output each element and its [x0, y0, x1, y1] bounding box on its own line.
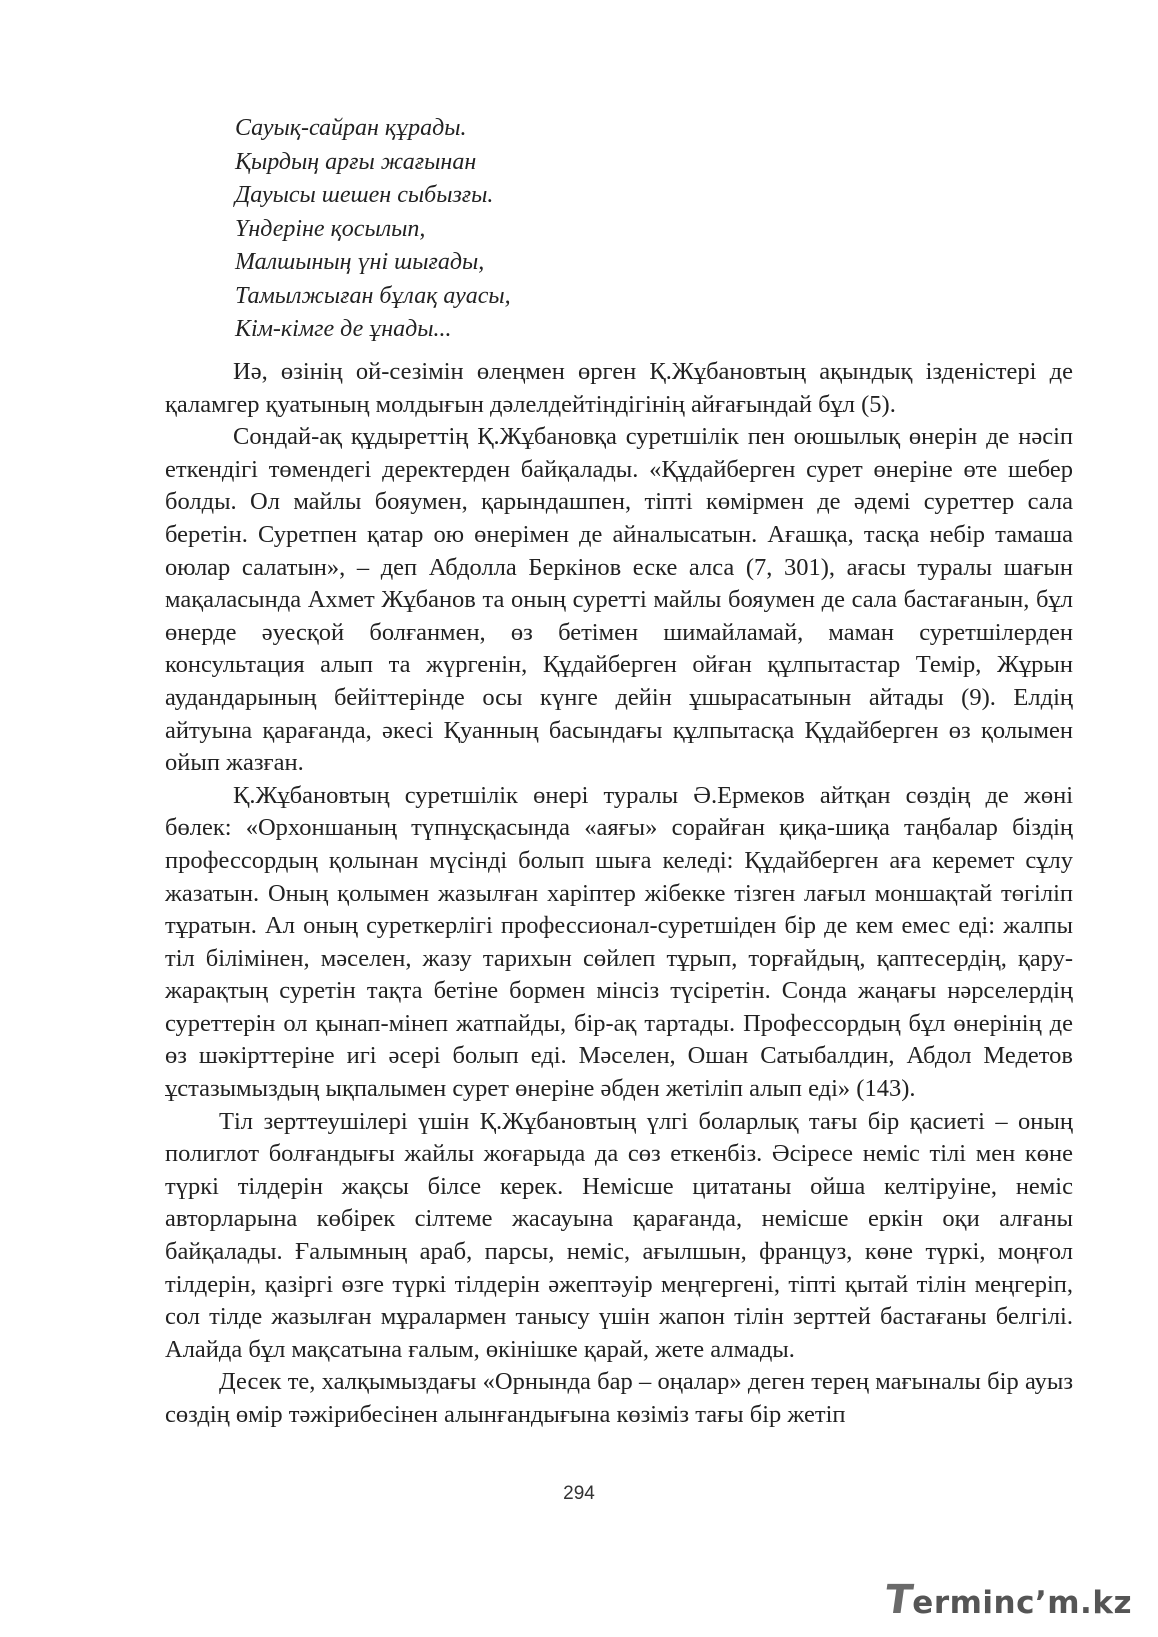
poem-line: Қырдың арғы жағынан: [235, 148, 477, 175]
paragraph: Иә, өзінің ой-сезімін өлеңмен өрген Қ.Жұбановтың ақындық ізденістері де қаламгер қуатының молдығын дәлелдейтіндігінің айғағындай бұл (5).: [165, 358, 1073, 418]
poem-line: Кім-кімге де ұнады...: [235, 316, 452, 342]
paragraph: Сондай-ақ құдыреттің Қ.Жұбановқа суретшілік пен оюшылық өнерін де нәсіп еткендігі төмендегі деректерден байқалады. «Құдайберген сурет өнеріне өте шебер болды. Ол майлы бояумен, қарындашпен, тіпті көмірмен де әдемі суреттер сала беретін. Суретпен қатар ою өнерімен де айналысатын. Ағашқа, тасқа небір тамаша оюлар салатын», – деп Абдолла Беркінов еске алса (7, 301), ағасы туралы шағын мақаласында Ахмет Жұбанов та оның суретті майлы бояумен де сала бастағанын, бұл өнерде әуесқой болғанмен, өз бетімен шимайламай, маман суретшілерден консультация алып та жүргенін, Құдайберген ойған құлпытастар Темір, Жұрын аудандарының бейіттерінде осы күнге дейін ұшырасатынын айтады (9). Елдің айтуына қарағанда, әкесі Қуанның басындағы құлпытасқа Құдайберген өз қолымен ойып жазған.: [165, 423, 1073, 777]
body-text: [165, 356, 1073, 1432]
poem-line: Дауысы шешен сыбызғы.: [235, 182, 494, 208]
paragraph: Десек те, халқымыздағы «Орнында бар – оңалар» деген терең мағыналы бір ауыз сөздің өмір тәжірибесінен алынғандығына көзіміз тағы бір жетіп: [165, 1368, 1073, 1428]
paragraph: Тіл зерттеушілері үшін Қ.Жұбановтың үлгі боларлық тағы бір қасиеті – оның полиглот болғандығы жайлы жоғарыда да сөз еткенбіз. Әсіресе неміс тілі мен көне түркі тілдерін жақсы білсе керек. Немісше цитатаны ойша келтіруіне, неміс авторларына көбірек сілтеме жасауына қарағанда, немісше еркін оқи алғаны байқалады. Ғалымның араб, парсы, неміс, ағылшын, француз, көне түркі, моңғол тілдерін, қазіргі өзге түркі тілдерін әжептәуір меңгергені, тіпті қытай тілін меңгеріп, сол тілде жазылған мұралармен танысу үшін жапон тілін зерттей бастағаны белгілі. Алайда бұл мақсатына ғалым, өкінішке қарай, жете алмады.: [165, 1107, 1073, 1363]
watermark-initial: T: [881, 1577, 916, 1623]
site-watermark-logo: [881, 1577, 1133, 1623]
watermark-text: erminc’m.kz: [912, 1585, 1132, 1621]
poem-line: Үндеріне қосылып,: [235, 215, 426, 242]
poem-line: Малшының үні шығады,: [235, 249, 485, 275]
poem-line: Тамылжыған бұлақ ауасы,: [235, 282, 511, 309]
paragraph: Қ.Жұбановтың суретшілік өнері туралы Ә.Ермеков айтқан сөздің де жөні бөлек: «Орхоншаның түпнұсқасында «аяғы» сорайған қиқа-шиқа таңбалар біздің профессордың қолынан мүсінді болып шыға келеді: Құдайберген аға керемет сұлу жазатын. Оның қолымен жазылған харіптер жібекке тізген лағыл моншақтай төгіліп тұратын. Ал оның суреткерлігі профессионал-суретшіден бір де кем емес еді: жалпы тіл білімінен, мәселен, жазу тарихын сөйлеп тұрып, торғайдың, қаптесердің, қару-жарақтың суретін тақта бетіне бормен мінсіз түсіретін. Сонда жаңағы нәрселердің суреттерін ол қынап-мінеп жатпайды, бір-ақ тартады. Профессордың бұл өнерінің де өз шәкірттеріне игі әсері болып еді. Мәселен, Ошан Сатыбалдин, Абдол Медетов ұстазымыздың ықпалымен сурет өнеріне әбден жетіліп алып еді» (143).: [165, 781, 1073, 1103]
poem-line: Сауық-сайран құрады.: [235, 115, 467, 141]
page-number: 294: [563, 1483, 595, 1504]
poem-block: [235, 112, 511, 347]
